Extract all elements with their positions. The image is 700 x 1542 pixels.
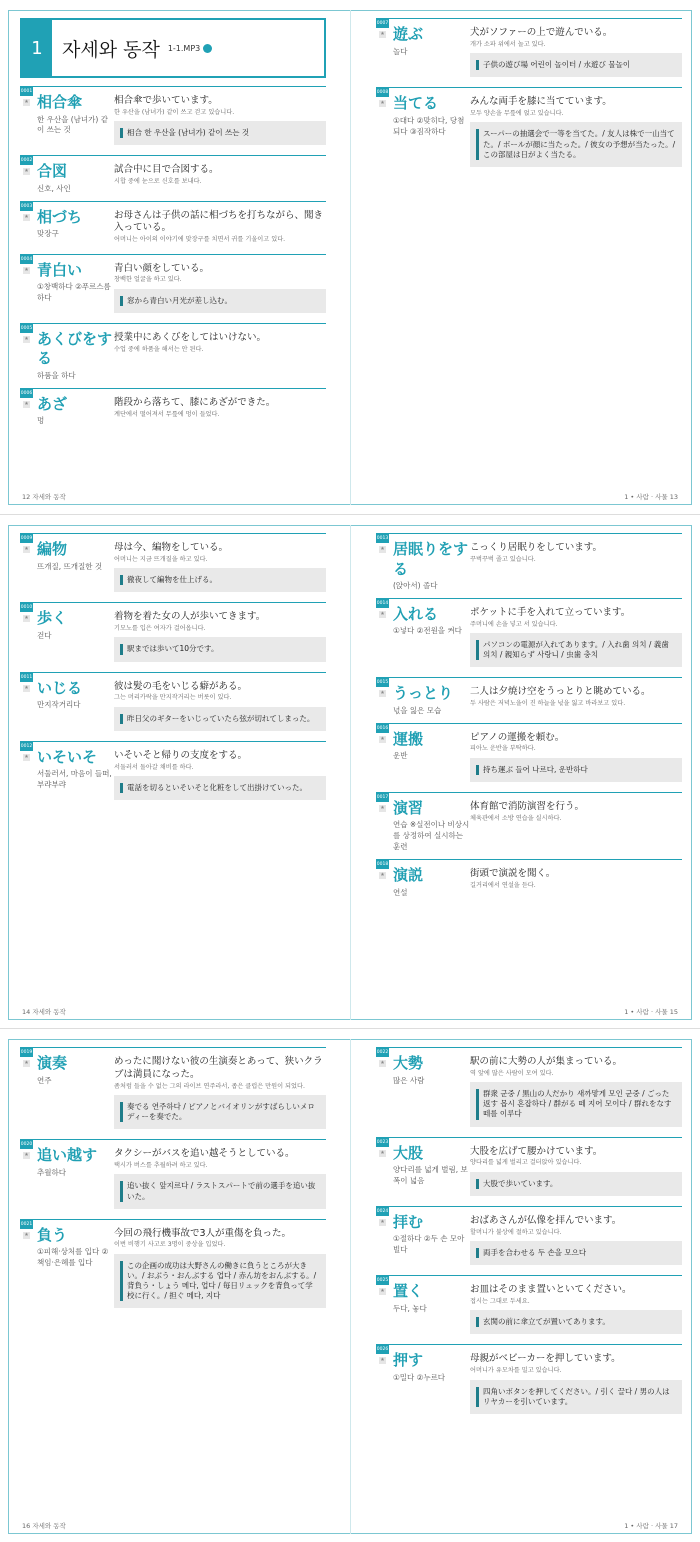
related-words: 子供の遊び場 어린이 놀이터 / 水遊び 물놀이 xyxy=(476,60,676,70)
meaning: ①절하다 ②두 손 모아 빌다 xyxy=(393,1234,465,1255)
entry-number: 0011 xyxy=(20,674,33,680)
meaning: 넋을 잃은 모습 xyxy=(393,705,442,715)
footer-left: 14 자세와 동작 xyxy=(22,1008,66,1016)
entry-body xyxy=(114,330,326,382)
example-translation: 이번 비행기 사고로 3명이 중상을 입었다. xyxy=(114,1241,226,1249)
entry-head xyxy=(20,93,114,149)
meaning: 걷다 xyxy=(37,630,52,640)
entry-body xyxy=(114,540,326,596)
spread-3 xyxy=(0,1029,700,1542)
example-sentence: ピアノの運搬を頼む。 xyxy=(470,731,565,743)
entry-body xyxy=(114,261,326,317)
entry-body xyxy=(470,730,682,786)
headword: いそいそ xyxy=(37,747,98,766)
related-box xyxy=(470,1172,682,1196)
entry-number: 0025 xyxy=(376,1278,389,1284)
meaning: 하품을 하다 xyxy=(37,370,76,380)
meaning: 양다리를 넓게 벌림, 보폭이 넓음 xyxy=(393,1165,468,1185)
entry-number: 0015 xyxy=(376,680,389,686)
page-12 xyxy=(20,18,326,433)
example-translation: 개가 소파 위에서 놀고 있다. xyxy=(470,40,546,48)
related-box xyxy=(114,289,326,313)
vocab-entry xyxy=(376,87,682,177)
entry-number: 0009 xyxy=(20,536,33,541)
vocab-entry xyxy=(376,792,682,859)
meaning: 연주 xyxy=(37,1075,52,1085)
related-box xyxy=(470,758,682,782)
entry-body xyxy=(470,684,682,716)
headword: 大股 xyxy=(393,1143,424,1162)
mp3-label: 1-1.MP3 xyxy=(167,43,201,53)
example-sentence: ポケットに手を入れて立っています。 xyxy=(470,606,631,618)
meaning: ①대다 ②맞히다, 당첨되다 ③짐작하다 xyxy=(393,115,465,136)
star-icon[interactable]: ★ xyxy=(380,1218,385,1225)
example-sentence: こっくり居眠りをしています。 xyxy=(470,542,603,553)
example-translation: 피아노 운반을 부탁하다. xyxy=(470,745,536,753)
entry-body xyxy=(114,679,326,735)
example-sentence: 青白い顔をしている。 xyxy=(114,262,210,274)
related-words: 駅までは歩いて10分です。 xyxy=(120,644,320,654)
entry-number: 0001 xyxy=(20,89,33,94)
footer-right: 1 • 사람 · 사물 13 xyxy=(624,493,678,501)
entry-body xyxy=(470,1054,682,1131)
entry-body xyxy=(114,208,326,248)
vocab-entry xyxy=(20,323,326,388)
star-icon[interactable]: ★ xyxy=(380,610,385,617)
entry-head xyxy=(376,1054,470,1131)
headword: 負う xyxy=(37,1225,68,1244)
entry-head xyxy=(376,1213,470,1269)
headword: 相づち xyxy=(37,207,83,226)
example-translation: 어머니는 지금 뜨개질을 하고 있다. xyxy=(114,555,208,563)
meaning: 놀다 xyxy=(393,46,408,56)
vocab-entry xyxy=(376,1206,682,1275)
example-sentence: 試合中に目で合図する。 xyxy=(114,164,219,176)
entry-head xyxy=(20,395,114,427)
entry-number: 0019 xyxy=(20,1050,33,1055)
footer-left: 12 자세와 동작 xyxy=(22,493,66,501)
meaning: ①밀다 ②누르다 xyxy=(393,1372,446,1382)
headword: うっとり xyxy=(393,684,454,703)
meaning: 추월하다 xyxy=(37,1167,66,1177)
example-sentence: めったに聞けない彼の生演奏とあって、狭いクラブは満員になった。 xyxy=(114,1056,323,1080)
entry-body xyxy=(114,93,326,149)
headword: 相合傘 xyxy=(37,93,83,111)
entry-head xyxy=(20,330,114,382)
meaning: 한 우산을 (남녀가) 같이 쓰는 것 xyxy=(37,114,108,135)
entry-number: 0004 xyxy=(20,256,33,262)
star-icon[interactable]: ★ xyxy=(380,804,385,811)
footer-left: 16 자세와 동작 xyxy=(22,1522,66,1530)
related-box xyxy=(470,1241,682,1265)
star-icon[interactable]: ★ xyxy=(380,1357,385,1364)
example-translation: 그는 머리카락을 만지작거리는 버릇이 있다. xyxy=(114,694,232,702)
entry-number: 0002 xyxy=(20,158,33,164)
headword: 編物 xyxy=(37,540,68,558)
entry-body xyxy=(470,94,682,171)
related-box xyxy=(114,776,326,800)
entry-head xyxy=(376,94,470,171)
related-box xyxy=(470,1082,682,1126)
entry-number: 0008 xyxy=(376,90,389,96)
vocab-entry xyxy=(376,1344,682,1423)
example-sentence: 着物を着た女の人が歩いてきます。 xyxy=(114,611,266,623)
entry-head xyxy=(376,730,470,786)
related-box xyxy=(114,707,326,731)
entry-list xyxy=(20,86,326,433)
related-box xyxy=(114,121,326,145)
headword: 歩く xyxy=(37,609,68,628)
entry-number: 0003 xyxy=(20,203,33,209)
example-translation: 길거리에서 연설을 듣다. xyxy=(470,881,536,889)
example-sentence: 大股を広げて腰かけています。 xyxy=(470,1145,603,1157)
entry-number: 0012 xyxy=(20,743,33,749)
example-translation: 한 우산을 (남녀가) 같이 쓰고 걷고 있습니다. xyxy=(114,108,235,116)
example-translation: 서둘러서 돌아갈 채비를 하다. xyxy=(114,763,194,771)
headword: 合図 xyxy=(37,162,68,181)
related-box xyxy=(114,637,326,661)
related-words: 大股で歩いています。 xyxy=(476,1179,676,1189)
headword: 運搬 xyxy=(393,729,424,748)
related-box xyxy=(470,122,682,166)
related-box xyxy=(114,1174,326,1208)
entry-head xyxy=(20,1226,114,1313)
entry-list xyxy=(376,533,682,904)
vocab-entry xyxy=(376,723,682,792)
headword: 演説 xyxy=(393,866,424,885)
related-box xyxy=(470,1310,682,1334)
star-icon[interactable]: ★ xyxy=(24,168,29,175)
example-translation: 주머니에 손을 넣고 서 있습니다. xyxy=(470,620,558,628)
star-icon[interactable]: ★ xyxy=(24,400,29,407)
chapter-name: 자세와 동작 xyxy=(62,38,160,61)
related-words: 玄関の前に傘立てが置いてあります。 xyxy=(476,1317,676,1327)
meaning: ①넣다 ②전원을 켜다 xyxy=(393,626,462,636)
example-translation: 기모노를 입은 여자가 걸어옵니다. xyxy=(114,625,206,633)
page-13 xyxy=(376,18,682,177)
entry-head xyxy=(376,684,470,716)
related-words: 昨日父のギターをいじっていたら弦が切れてしまった。 xyxy=(120,714,320,724)
vocab-entry xyxy=(376,677,682,722)
star-icon[interactable]: ★ xyxy=(24,266,29,273)
page-16 xyxy=(20,1047,326,1318)
entry-head xyxy=(20,1146,114,1212)
entry-list xyxy=(20,1047,326,1318)
example-translation: 수업 중에 하품을 해서는 안 된다. xyxy=(114,345,204,353)
chapter-title xyxy=(20,18,326,78)
example-translation: 접시는 그대로 두세요. xyxy=(470,1297,530,1305)
example-sentence: いそいそと帰りの支度をする。 xyxy=(114,749,248,761)
entry-body xyxy=(114,162,326,194)
example-sentence: 体育館で消防演習を行う。 xyxy=(470,800,585,812)
entry-body xyxy=(470,605,682,671)
vocab-entry xyxy=(20,201,326,254)
entry-number: 0014 xyxy=(376,600,389,606)
vocab-entry xyxy=(20,602,326,671)
meaning: 뜨개질, 뜨개질한 것 xyxy=(37,561,103,571)
related-words: この企画の成功は大野さんの働きに負うところが大きい。/ おぶう・おんぶする 업다 / 赤ん坊をおんぶする。/ 背負う・しょう 메다, 업다 / 毎日リュックを背負って学校に行く。/ 担ぐ 메다, 지다 xyxy=(120,1261,320,1302)
vocab-entry xyxy=(376,533,682,598)
entry-number: 0024 xyxy=(376,1208,389,1214)
entry-head xyxy=(20,261,114,317)
example-sentence: 彼は髪の毛をいじる癖がある。 xyxy=(114,680,248,692)
related-words: 群衆 군중 / 黒山の人だかり 새까맣게 모인 군중 / ごった返す 몹시 혼잡하다 / 群がる 떼 지어 모이다 / 群れをなす 떼를 이루다 xyxy=(476,1089,676,1119)
entry-head xyxy=(376,1351,470,1417)
related-words: 四角いボタンを押してください。/ 引く 끌다 / 男の人はリヤカーを引いています。 xyxy=(476,1387,676,1407)
star-icon[interactable]: ★ xyxy=(24,99,29,105)
example-sentence: 犬がソファーの上で遊んでいる。 xyxy=(470,27,613,38)
headword: 入れる xyxy=(393,604,439,623)
entry-number: 0023 xyxy=(376,1139,389,1145)
entry-number: 0006 xyxy=(20,390,33,396)
example-sentence: 階段から落ちて、膝にあざができた。 xyxy=(114,396,276,408)
related-words: 奏でる 연주하다 / ピアノとバイオリンがすばらしいメロディーを奏でた。 xyxy=(120,1102,320,1122)
entry-body xyxy=(470,799,682,853)
entry-head xyxy=(20,162,114,194)
related-box xyxy=(114,1254,326,1309)
entry-head xyxy=(376,540,470,592)
star-icon[interactable]: ★ xyxy=(24,1060,29,1066)
entry-head xyxy=(376,1144,470,1200)
meaning: 만지작거리다 xyxy=(37,700,81,710)
page-14 xyxy=(20,533,326,810)
example-translation: 어머니는 아이의 이야기에 맞장구를 치면서 귀를 기울이고 있다. xyxy=(114,236,286,244)
star-icon[interactable]: ★ xyxy=(380,690,385,697)
entry-head xyxy=(20,679,114,735)
example-translation: 계단에서 떨어져서 무릎에 멍이 들었다. xyxy=(114,410,220,418)
example-translation: 꾸벅꾸벅 졸고 있습니다. xyxy=(470,555,536,563)
entry-body xyxy=(470,1351,682,1417)
entry-number: 0013 xyxy=(376,536,389,541)
example-sentence: おばあさんが仏像を拝んでいます。 xyxy=(470,1214,622,1226)
vocab-entry xyxy=(20,1219,326,1319)
star-icon[interactable]: ★ xyxy=(380,100,385,107)
meaning: 맞장구 xyxy=(37,229,59,239)
star-icon[interactable]: ★ xyxy=(24,753,29,760)
related-words: パソコンの電源が入れてあります。/ 入れ歯 의치 / 義歯 의치 / 親知らず 사랑니 / 虫歯 충치 xyxy=(476,640,676,660)
vocab-entry xyxy=(20,1139,326,1218)
headword: 当てる xyxy=(393,94,439,113)
entry-head xyxy=(376,799,470,853)
example-translation: 시합 중에 눈으로 신호를 보내다. xyxy=(114,178,202,186)
entry-head xyxy=(20,609,114,665)
meaning: 많은 사람 xyxy=(393,1075,425,1085)
spread-2 xyxy=(0,515,700,1030)
entry-body xyxy=(470,25,682,81)
headword: 青白い xyxy=(37,260,83,279)
page-17 xyxy=(376,1047,682,1424)
vocab-entry xyxy=(20,741,326,810)
entry-head xyxy=(20,208,114,248)
related-words: 窓から青白い月光が差し込む。 xyxy=(120,296,320,306)
star-icon[interactable]: ★ xyxy=(24,213,29,220)
meaning: 운반 xyxy=(393,751,408,761)
example-sentence: みんな両手を膝に当てています。 xyxy=(470,96,612,108)
footer-right: 1 • 사람 · 사물 15 xyxy=(624,1008,678,1016)
entry-head xyxy=(376,1282,470,1338)
example-translation: 양다리를 넓게 벌리고 걸터앉아 있습니다. xyxy=(470,1159,582,1167)
vocab-entry xyxy=(376,18,682,87)
audio-icon[interactable] xyxy=(203,44,212,53)
entry-number: 0010 xyxy=(20,605,33,611)
entry-body xyxy=(470,1144,682,1200)
headword: 遊ぶ xyxy=(393,25,424,43)
vocab-entry xyxy=(20,254,326,323)
star-icon[interactable]: ★ xyxy=(24,615,29,622)
entry-head xyxy=(376,25,470,81)
entry-body xyxy=(114,1054,326,1133)
related-box xyxy=(470,633,682,667)
star-icon[interactable]: ★ xyxy=(24,684,29,691)
entry-list xyxy=(376,18,682,177)
example-translation: 좀처럼 들을 수 없는 그의 라이브 연주라서, 좁은 클럽은 만원이 되었다. xyxy=(114,1082,305,1090)
example-sentence: 駅の前に大勢の人が集まっている。 xyxy=(470,1056,623,1067)
example-sentence: 二人は夕焼け空をうっとりと眺めている。 xyxy=(470,686,651,698)
star-icon[interactable]: ★ xyxy=(380,1288,385,1295)
related-box xyxy=(470,53,682,77)
vocab-entry xyxy=(376,1047,682,1137)
meaning: ①창백하다 ②푸르스름하다 xyxy=(37,282,111,303)
headword: 追い越す xyxy=(37,1146,98,1165)
entry-body xyxy=(470,866,682,898)
related-box xyxy=(470,1380,682,1414)
related-words: 徹夜して編物を仕上げる。 xyxy=(120,575,320,585)
example-sentence: 母は今、編物をしている。 xyxy=(114,542,229,553)
entry-list xyxy=(376,1047,682,1424)
entry-number: 0021 xyxy=(20,1221,33,1227)
headword: 居眠りをする xyxy=(393,540,469,578)
example-translation: 할머니가 불상에 절하고 있습니다. xyxy=(470,1228,562,1236)
star-icon[interactable]: ★ xyxy=(380,1149,385,1156)
spread-1 xyxy=(0,0,700,515)
meaning: 서둘러서, 마음이 들떠, 부랴부랴 xyxy=(37,769,112,790)
meaning: 신호, 사인 xyxy=(37,183,71,193)
vocab-entry xyxy=(20,388,326,433)
star-icon[interactable]: ★ xyxy=(24,1152,29,1159)
entry-head xyxy=(20,1054,114,1133)
example-sentence: 母親がベビーカーを押しています。 xyxy=(470,1353,621,1365)
example-translation: 두 사람은 저녁노을이 진 하늘을 넋을 잃고 바라보고 있다. xyxy=(470,700,626,708)
related-box xyxy=(114,1095,326,1129)
example-translation: 체육관에서 소방 연습을 실시하다. xyxy=(470,814,562,822)
related-box xyxy=(114,568,326,592)
example-sentence: 街頭で演説を聞く。 xyxy=(470,868,556,880)
example-translation: 어머니가 유모차를 밀고 있습니다. xyxy=(470,1367,562,1375)
entry-body xyxy=(114,748,326,804)
related-words: 相合 한 우산을 (남녀가) 같이 쓰는 것 xyxy=(120,128,320,138)
entry-body xyxy=(114,1226,326,1313)
page-15 xyxy=(376,533,682,904)
headword: いじる xyxy=(37,678,83,697)
vocab-entry xyxy=(376,598,682,677)
entry-body xyxy=(470,1282,682,1338)
headword: 拝む xyxy=(393,1212,424,1231)
example-sentence: 今回の飛行機事故で3人が重傷を負った。 xyxy=(114,1227,292,1239)
headword: 押す xyxy=(393,1351,424,1370)
example-translation: 역 앞에 많은 사람이 모여 있다. xyxy=(470,1069,554,1077)
headword: 演習 xyxy=(393,798,424,817)
star-icon[interactable]: ★ xyxy=(380,1060,385,1066)
example-sentence: 授業中にあくびをしてはいけない。 xyxy=(114,331,267,343)
entry-body xyxy=(470,1213,682,1269)
star-icon[interactable]: ★ xyxy=(380,735,385,742)
footer-right: 1 • 사람 · 사물 17 xyxy=(624,1522,678,1530)
headword: 置く xyxy=(393,1282,424,1301)
entry-head xyxy=(376,605,470,671)
meaning: 두다, 놓다 xyxy=(393,1303,427,1313)
vocab-entry xyxy=(20,155,326,200)
entry-number: 0016 xyxy=(376,725,389,731)
entry-number: 0005 xyxy=(20,325,33,331)
entry-body xyxy=(114,609,326,665)
star-icon[interactable]: ★ xyxy=(380,546,385,552)
related-words: 電話を切るといそいそと化粧をして出掛けていった。 xyxy=(120,783,320,793)
related-words: 追い抜く 앞지르다 / ラストスパートで前の選手を追い抜いた。 xyxy=(120,1181,320,1201)
vocab-entry xyxy=(20,672,326,741)
star-icon[interactable]: ★ xyxy=(24,1231,29,1238)
entry-head xyxy=(20,540,114,596)
example-translation: 모두 양손을 무릎에 얹고 있습니다. xyxy=(470,110,564,118)
example-sentence: タクシーがバスを追い越そうとしている。 xyxy=(114,1148,295,1160)
entry-number: 0007 xyxy=(376,21,389,26)
chapter-number: 1 xyxy=(22,20,52,76)
example-sentence: お母さんは子供の話に相づちを打ちながら、聞き入っている。 xyxy=(114,209,324,234)
vocab-entry xyxy=(20,533,326,602)
meaning: 연설 xyxy=(393,887,408,897)
vocab-entry xyxy=(376,859,682,904)
star-icon[interactable]: ★ xyxy=(380,872,385,879)
entry-head xyxy=(376,866,470,898)
headword: あくびをする xyxy=(37,329,113,368)
star-icon[interactable]: ★ xyxy=(380,31,385,37)
vocab-entry xyxy=(376,1275,682,1344)
related-words: スーパーの抽選会で一等を当てた。/ 友人は株で一山当てた。/ ボールが顔に当たった。/ 彼女の予想が当たった。/ この部屋は日がよく当たる。 xyxy=(476,129,676,159)
related-words: 持ち運ぶ 들어 나르다, 운반하다 xyxy=(476,765,676,775)
entry-number: 0017 xyxy=(376,794,389,800)
headword: 演奏 xyxy=(37,1054,68,1072)
entry-number: 0022 xyxy=(376,1050,389,1055)
meaning: ①피해·상처를 입다 ②책임·은혜를 입다 xyxy=(37,1247,109,1268)
headword: 大勢 xyxy=(393,1054,424,1072)
entry-body xyxy=(114,395,326,427)
example-sentence: お皿はそのまま置いといてください。 xyxy=(470,1284,632,1296)
example-translation: 창백한 얼굴을 하고 있다. xyxy=(114,276,182,284)
meaning: 연습 ※실전이나 비상시를 상정하여 실시하는 훈련 xyxy=(393,820,470,852)
entry-number: 0020 xyxy=(20,1142,33,1148)
meaning: 멍 xyxy=(37,416,45,426)
entry-body xyxy=(470,540,682,592)
star-icon[interactable]: ★ xyxy=(24,335,29,342)
entry-number: 0018 xyxy=(376,862,389,868)
vocab-entry xyxy=(376,1137,682,1206)
star-icon[interactable]: ★ xyxy=(24,546,29,552)
meaning: (앉아서) 졸다 xyxy=(393,581,438,590)
entry-list xyxy=(20,533,326,810)
example-translation: 택시가 버스를 추월하려 하고 있다. xyxy=(114,1162,208,1170)
entry-body xyxy=(114,1146,326,1212)
entry-head xyxy=(20,748,114,804)
headword: あざ xyxy=(37,394,68,413)
vocab-entry xyxy=(20,86,326,155)
example-sentence: 相合傘で歩いています。 xyxy=(114,95,218,106)
entry-number: 0026 xyxy=(376,1347,389,1353)
vocab-entry xyxy=(20,1047,326,1139)
related-words: 両手を合わせる 두 손을 모으다 xyxy=(476,1248,676,1258)
